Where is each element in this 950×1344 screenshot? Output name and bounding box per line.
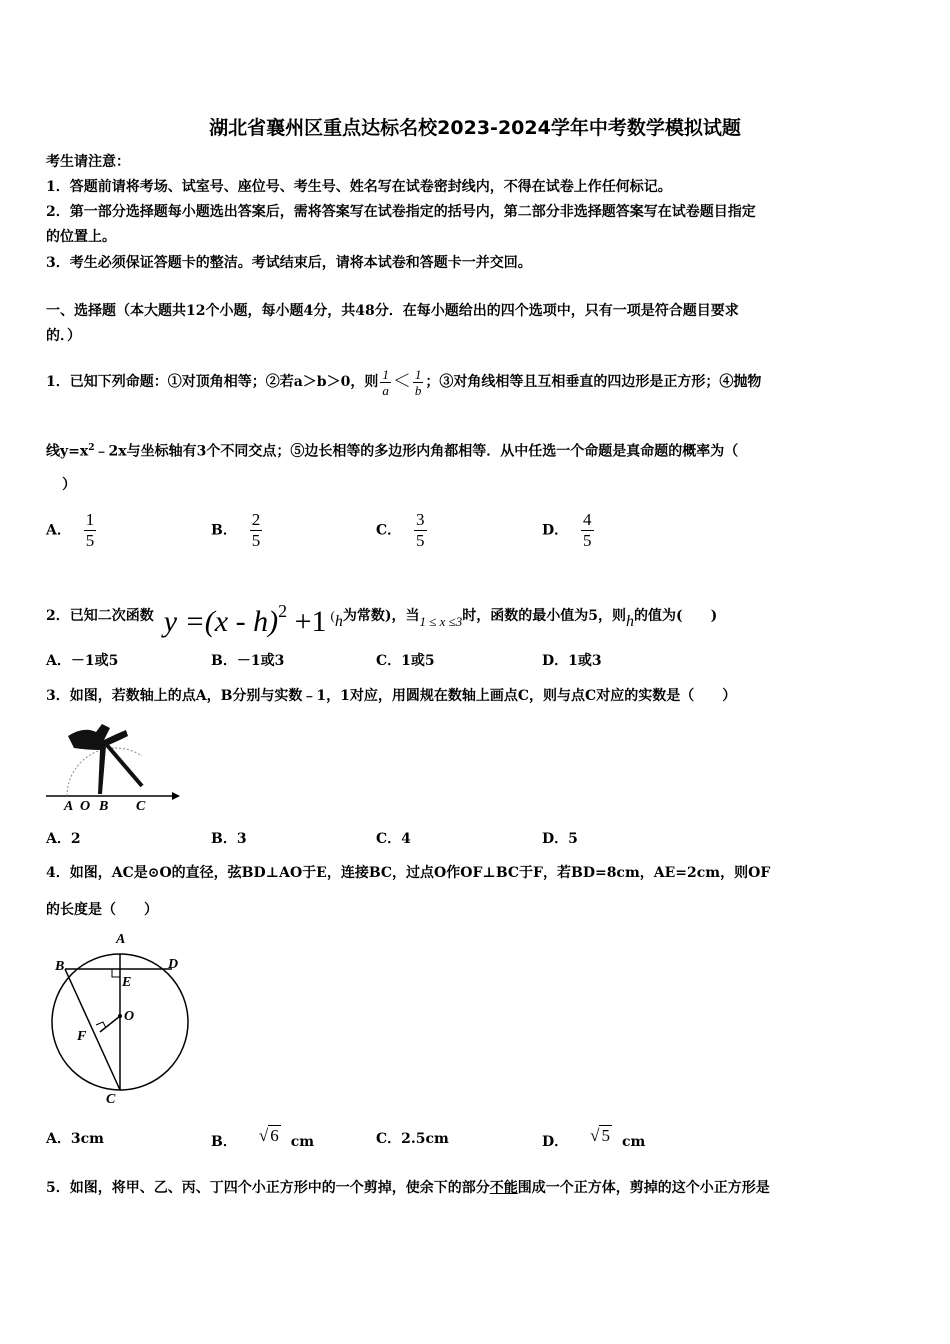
question-1 — [46, 352, 761, 412]
question-3: 3．如图，若数轴上的点A，B分别与实数﹣1，1对应，用圆规在数轴上画点C，则与点C对应的实数是（ ） — [46, 688, 737, 704]
sqrt-5: √ 5 — [590, 1126, 610, 1145]
dashed-arc — [67, 748, 115, 796]
q1-fraction-b: $\frac{1}{b}$ — [414, 366, 422, 398]
label-E: E — [122, 975, 132, 990]
label-D: D — [168, 957, 179, 972]
question-2: 2．已知二次函数 y =(x - h)$^2$ +1 ( h 为常数)，当 1 ≤ x ≤3 时，函数的最小值为5，则 h 的值为( ) — [46, 600, 718, 638]
q1-text-cont: ；③对角线相等且互相垂直的四边形是正方形；④抛物 — [425, 374, 762, 390]
right-angle-E — [112, 969, 120, 977]
label-A: A — [116, 932, 126, 947]
q3-option-a[interactable]: A．2 — [46, 831, 81, 847]
notice-heading: 考生请注意： — [46, 154, 130, 170]
q2-formula: y =(x - h)$^2$ +1 — [163, 600, 327, 638]
notice-item: 的位置上。 — [46, 229, 116, 245]
sqrt-6: √ 6 — [258, 1126, 279, 1145]
q2-range: 1 ≤ x ≤3 — [419, 614, 463, 629]
dashed-arc-right — [115, 748, 142, 756]
q3-number-line-figure — [44, 714, 184, 814]
segment-OF — [100, 1016, 120, 1032]
right-angle-F — [96, 1022, 106, 1028]
label-C: C — [106, 1092, 116, 1107]
q1-option-d[interactable]: D． $\frac{4}{5}$ — [542, 510, 592, 550]
section-heading: 一、选择题（本大题共12个小题，每小题4分，共48分．在每小题给出的四个选项中，只有一项是符合题目要求 — [46, 303, 739, 319]
axis-arrow-icon — [172, 792, 180, 800]
notice-item: 2．第一部分选择题每小题选出答案后，需将答案写在试卷指定的括号内，第二部分非选择题答案写在试卷题目指定 — [46, 204, 756, 220]
q2-option-d[interactable]: D．1或3 — [542, 653, 602, 669]
q4-option-c[interactable]: C．2.5cm — [376, 1131, 449, 1147]
q4-circle-figure — [44, 928, 204, 1108]
label-B: B — [99, 799, 109, 814]
q4-option-a[interactable]: A．3cm — [46, 1131, 104, 1147]
question-4: 4．如图，AC是⊙O的直径，弦BD⊥AO于E，连接BC，过点O作OF⊥BC于F，若BD=8cm，AE=2cm，则OF — [46, 865, 771, 881]
q1-line2: 线$y=x^2﹣2x$与坐标轴有3个不同交点；⑤边长相等的多边形内角都相等．从中任选一个命题是真命题的概率为（ — [46, 443, 739, 460]
q3-option-d[interactable]: D．5 — [542, 831, 578, 847]
label-B: B — [55, 959, 65, 974]
q2-option-b[interactable]: B．－1或3 — [211, 653, 285, 669]
section-heading-cont: 的．） — [46, 328, 81, 344]
q1-line3: ） — [62, 477, 76, 493]
label-O: O — [80, 799, 91, 814]
compass-leg — [106, 744, 142, 786]
q1-option-c[interactable]: C． $\frac{3}{5}$ — [376, 510, 425, 550]
q2-option-c[interactable]: C．1或5 — [376, 653, 435, 669]
q3-option-b[interactable]: B．3 — [211, 831, 247, 847]
label-F: F — [77, 1029, 87, 1044]
label-A: A — [64, 799, 74, 814]
q4-option-b[interactable]: B． √ 6 cm — [211, 1126, 315, 1150]
q1-lt: ＜ — [392, 371, 411, 392]
center-dot — [118, 1014, 122, 1018]
q2-option-a[interactable]: A．－1或5 — [46, 653, 119, 669]
question-4-cont: 的长度是（ ） — [46, 902, 158, 918]
label-O: O — [124, 1009, 135, 1024]
q1-option-a[interactable]: A． $\frac{1}{5}$ — [46, 510, 95, 550]
q1-option-b[interactable]: B． $\frac{2}{5}$ — [211, 510, 261, 550]
q1-fraction-a: $\frac{1}{a}$ — [382, 366, 389, 398]
q1-text: 1．已知下列命题：①对顶角相等；②若a＞b＞0，则 — [46, 374, 379, 390]
notice-item: 3．考生必须保证答题卡的整洁。考试结束后，请将本试卷和答题卡一并交回。 — [46, 255, 532, 271]
label-C: C — [136, 799, 146, 814]
question-5: 5．如图，将甲、乙、丙、丁四个小正方形中的一个剪掉，使余下的部分不能围成一个正方体，剪掉的这个小正方形是 — [46, 1180, 770, 1196]
page-title: 湖北省襄州区重点达标名校2023-2024学年中考数学模拟试题 — [209, 117, 741, 139]
notice-item: 1．答题前请将考场、试室号、座位号、考生号、姓名写在试卷密封线内，不得在试卷上作任何标记。 — [46, 179, 672, 195]
q3-option-c[interactable]: C．4 — [376, 831, 411, 847]
q4-option-d[interactable]: D． √ 5 cm — [542, 1126, 646, 1150]
